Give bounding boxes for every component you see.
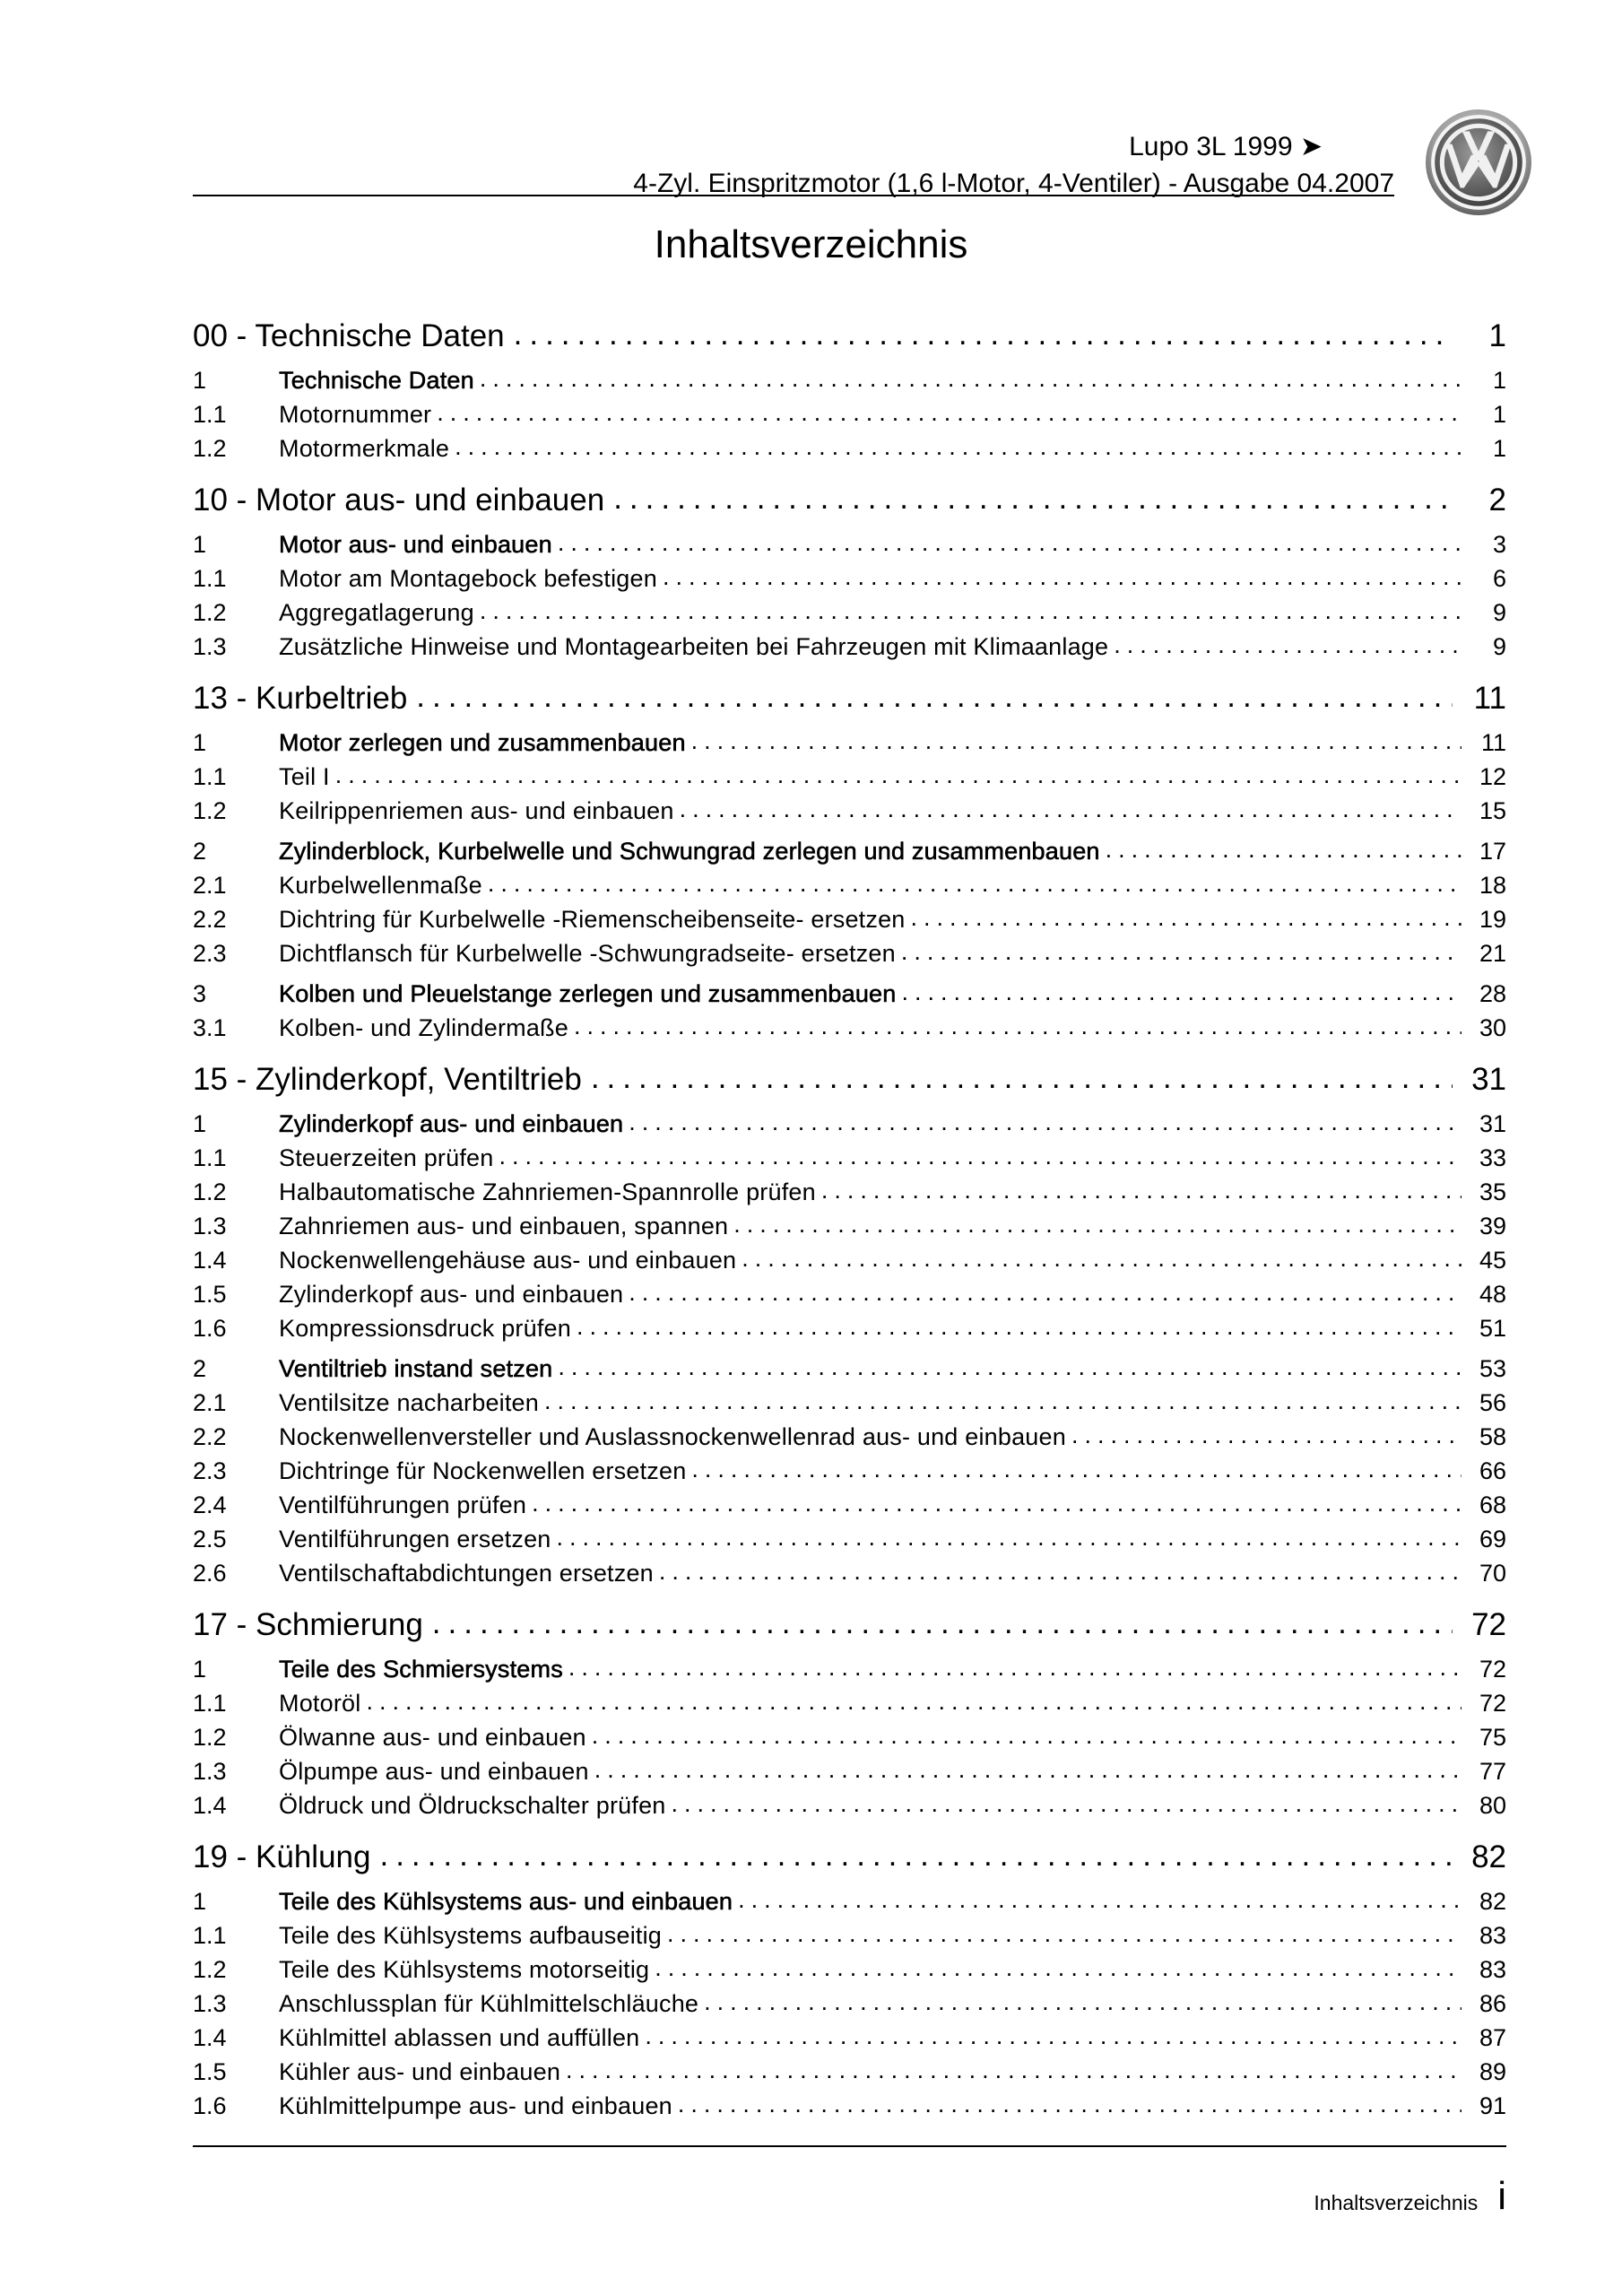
entry-number: 1.6	[193, 2092, 227, 2119]
entry-number: 1.1	[193, 401, 227, 428]
entry-number: 1.1	[193, 1922, 227, 1949]
chapter-page: 72	[1471, 1607, 1506, 1642]
toc-entry[interactable]	[193, 1683, 1506, 1718]
dot-leader	[558, 1353, 1462, 1383]
dot-leader	[480, 597, 1462, 627]
header-rule	[193, 195, 1394, 196]
toc-entry[interactable]	[193, 429, 1506, 463]
entry-page: 21	[1479, 940, 1506, 967]
entry-page: 75	[1479, 1724, 1506, 1751]
entry-page: 6	[1492, 565, 1506, 592]
toc-entry[interactable]	[193, 2018, 1506, 2052]
entry-label: Zylinderblock, Kurbelwelle und Schwungrad zerlegen und zusammenbauen	[279, 838, 1100, 865]
header-model: Lupo 3L 1999 ➤	[1129, 132, 1323, 161]
entry-number: 2	[193, 838, 207, 865]
entry-number: 1.3	[193, 1990, 227, 2017]
entry-number: 1.2	[193, 435, 227, 462]
page-title: Inhaltsverzeichnis	[654, 222, 968, 266]
entry-label: Teile des Schmiersystems	[279, 1656, 563, 1683]
entry-label: Teile des Kühlsystems aus- und einbauen	[279, 1888, 733, 1915]
dot-leader	[532, 1490, 1462, 1519]
toc-entry[interactable]	[193, 1349, 1506, 1383]
footer-label: Inhaltsverzeichnis	[1314, 2191, 1479, 2214]
dot-leader	[704, 1988, 1462, 2018]
toc-entry[interactable]	[193, 1104, 1506, 1138]
entry-number: 3.1	[193, 1014, 227, 1041]
dot-leader	[416, 679, 1453, 717]
toc-entry[interactable]	[193, 723, 1506, 757]
dot-leader	[678, 2091, 1462, 2120]
entry-number: 1.6	[193, 1315, 227, 1342]
toc-entry[interactable]	[193, 2086, 1506, 2120]
toc-entry[interactable]	[193, 1240, 1506, 1274]
entry-number: 2.5	[193, 1526, 227, 1552]
entry-number: 3	[193, 980, 207, 1007]
entry-label: Öldruck und Öldruckschalter prüfen	[279, 1792, 666, 1819]
entry-page: 77	[1479, 1758, 1506, 1785]
footer-rule	[193, 2145, 1506, 2147]
entry-number: 1.2	[193, 1956, 227, 1983]
entry-page: 11	[1480, 729, 1506, 756]
dot-leader	[566, 2057, 1462, 2086]
entry-number: 1.4	[193, 1247, 227, 1274]
entry-page: 70	[1479, 1560, 1506, 1587]
entry-page: 45	[1479, 1247, 1506, 1274]
entry-number: 1	[193, 729, 207, 756]
toc-entry[interactable]	[193, 361, 1506, 395]
toc-entry[interactable]	[193, 1984, 1506, 2018]
toc-entry[interactable]	[193, 1451, 1506, 1485]
dot-leader	[655, 1954, 1462, 1984]
toc-entry[interactable]	[193, 974, 1506, 1008]
dot-leader	[591, 1060, 1453, 1098]
dot-leader	[691, 727, 1462, 757]
entry-label: Motor am Montagebock befestigen	[279, 565, 657, 592]
entry-label: Zusätzliche Hinweise und Montagearbeiten bei Fahrzeugen mit Klimaanlage	[279, 633, 1109, 660]
toc-chapter[interactable]	[193, 672, 1506, 717]
header-subtitle: 4-Zyl. Einspritzmotor (1,6 l-Motor, 4-Ventiler) - Ausgabe 04.2007	[633, 169, 1394, 198]
entry-label: Teile des Kühlsystems motorseitig	[279, 1956, 650, 1983]
entry-label: Kompressionsdruck prüfen	[279, 1315, 571, 1342]
entry-number: 1.5	[193, 1281, 227, 1308]
entry-page: 82	[1479, 1888, 1506, 1915]
dot-leader	[1106, 836, 1462, 865]
toc-entry[interactable]	[193, 1274, 1506, 1309]
entry-number: 2.2	[193, 1423, 227, 1450]
dot-leader	[594, 1756, 1462, 1786]
toc-entry[interactable]	[193, 1417, 1506, 1451]
dot-leader	[335, 761, 1462, 791]
entry-number: 2.1	[193, 872, 227, 899]
entry-page: 15	[1479, 797, 1506, 824]
dot-leader	[742, 1245, 1462, 1274]
entry-number: 1	[193, 367, 207, 394]
dot-leader	[613, 481, 1453, 518]
vw-logo-icon	[1424, 108, 1533, 217]
toc-entry[interactable]	[193, 934, 1506, 968]
entry-label: Dichtringe für Nockenwellen ersetzen	[279, 1457, 687, 1484]
entry-page: 48	[1479, 1281, 1506, 1308]
chapter-label: 15 - Zylinderkopf, Ventiltrieb	[193, 1062, 582, 1097]
entry-label: Dichtring für Kurbelwelle -Riemenscheibenseite- ersetzen	[279, 906, 906, 933]
toc-entry[interactable]	[193, 1485, 1506, 1519]
chapter-page: 11	[1473, 681, 1506, 716]
entry-number: 1	[193, 1110, 207, 1137]
entry-page: 31	[1479, 1110, 1506, 1137]
entry-number: 1.2	[193, 797, 227, 824]
entry-page: 1	[1492, 435, 1506, 462]
table-of-contents	[193, 309, 1506, 2120]
entry-label: Ventilführungen ersetzen	[279, 1526, 551, 1552]
dot-leader	[733, 1211, 1462, 1240]
dot-leader	[629, 1109, 1462, 1138]
toc-entry[interactable]	[193, 1138, 1506, 1172]
entry-page: 19	[1479, 906, 1506, 933]
entry-label: Ventilführungen prüfen	[279, 1492, 527, 1518]
toc-entry[interactable]	[193, 1950, 1506, 1984]
entry-label: Motor aus- und einbauen	[279, 531, 552, 558]
dot-leader	[379, 1838, 1453, 1875]
toc-entry[interactable]	[193, 1206, 1506, 1240]
dot-leader	[592, 1722, 1462, 1752]
dot-leader	[455, 433, 1462, 463]
chapter-page: 2	[1488, 483, 1506, 517]
dot-leader	[1114, 631, 1462, 661]
entry-number: 1.2	[193, 599, 227, 626]
dot-leader	[499, 1143, 1462, 1172]
dot-leader	[557, 1524, 1462, 1553]
entry-page: 17	[1479, 838, 1506, 865]
entry-number: 1.2	[193, 1724, 227, 1751]
dot-leader	[366, 1688, 1462, 1718]
entry-number: 1	[193, 1888, 207, 1915]
toc-entry[interactable]	[193, 1916, 1506, 1950]
toc-entry[interactable]	[193, 1882, 1506, 1916]
toc-entry[interactable]	[193, 1172, 1506, 1206]
entry-label: Halbautomatische Zahnriemen-Spannrolle prüfen	[279, 1178, 816, 1205]
chapter-page: 82	[1471, 1839, 1506, 1874]
dot-leader	[738, 1886, 1462, 1916]
chapter-label: 00 - Technische Daten	[193, 318, 505, 353]
entry-number: 1.1	[193, 1690, 227, 1717]
dot-leader	[672, 1790, 1462, 1820]
toc-chapter[interactable]	[193, 309, 1506, 354]
entry-number: 2.6	[193, 1560, 227, 1587]
entry-page: 72	[1479, 1656, 1506, 1683]
entry-label: Keilrippenriemen aus- und einbauen	[279, 797, 674, 824]
entry-label: Teile des Kühlsystems aufbauseitig	[279, 1922, 663, 1949]
dot-leader	[911, 904, 1462, 934]
page-header	[193, 126, 1394, 196]
chapter-label: 10 - Motor aus- und einbauen	[193, 483, 605, 517]
entry-label: Kurbelwellenmaße	[279, 872, 482, 899]
toc-entry[interactable]	[193, 1309, 1506, 1343]
toc-entry[interactable]	[193, 1553, 1506, 1587]
dot-leader	[821, 1177, 1462, 1206]
dot-leader	[437, 399, 1462, 429]
dot-leader	[514, 317, 1453, 354]
entry-number: 2	[193, 1355, 207, 1382]
entry-page: 30	[1479, 1014, 1506, 1041]
entry-page: 87	[1479, 2024, 1506, 2051]
entry-page: 9	[1492, 633, 1506, 660]
chapter-page: 1	[1488, 318, 1506, 353]
entry-page: 1	[1492, 367, 1506, 394]
dot-leader	[629, 1279, 1462, 1309]
toc-entry[interactable]	[193, 831, 1506, 865]
entry-label: Motoröl	[279, 1690, 361, 1717]
toc-entry[interactable]	[193, 1519, 1506, 1553]
entry-page: 86	[1479, 1990, 1506, 2017]
entry-page: 68	[1479, 1492, 1506, 1518]
entry-label: Motor zerlegen und zusammenbauen	[279, 729, 686, 756]
entry-label: Zylinderkopf aus- und einbauen	[279, 1110, 624, 1137]
toc-entry[interactable]	[193, 1383, 1506, 1417]
entry-label: Anschlussplan für Kühlmittelschläuche	[279, 1990, 699, 2017]
entry-number: 1.3	[193, 633, 227, 660]
toc-entry[interactable]	[193, 395, 1506, 429]
entry-number: 1.3	[193, 1213, 227, 1239]
entry-label: Zylinderkopf aus- und einbauen	[279, 1281, 624, 1308]
entry-number: 2.3	[193, 940, 227, 967]
toc-entry[interactable]	[193, 593, 1506, 627]
entry-page: 51	[1479, 1315, 1506, 1342]
chapter-label: 13 - Kurbeltrieb	[193, 681, 408, 716]
entry-label: Motornummer	[279, 401, 432, 428]
dot-leader	[902, 978, 1462, 1008]
entry-number: 1.5	[193, 2058, 227, 2085]
toc-entry[interactable]	[193, 627, 1506, 661]
entry-page: 91	[1479, 2092, 1506, 2119]
entry-number: 1.1	[193, 1144, 227, 1171]
page-footer	[1314, 2174, 1506, 2219]
dot-leader	[577, 1313, 1462, 1343]
entry-page: 69	[1479, 1526, 1506, 1552]
entry-label: Ventiltrieb instand setzen	[279, 1355, 553, 1382]
entry-label: Ölpumpe aus- und einbauen	[279, 1758, 589, 1785]
dot-leader	[574, 1013, 1462, 1042]
dot-leader	[544, 1387, 1462, 1417]
entry-label: Teil I	[279, 763, 330, 790]
toc-entry[interactable]	[193, 791, 1506, 825]
chapter-label: 17 - Schmierung	[193, 1607, 423, 1642]
entry-page: 1	[1492, 401, 1506, 428]
entry-number: 1.4	[193, 2024, 227, 2051]
entry-number: 2.1	[193, 1389, 227, 1416]
entry-page: 12	[1479, 763, 1506, 790]
toc-entry[interactable]	[193, 1752, 1506, 1786]
toc-entry[interactable]	[193, 900, 1506, 934]
toc-chapter[interactable]	[193, 474, 1506, 518]
entry-label: Nockenwellengehäuse aus- und einbauen	[279, 1247, 737, 1274]
entry-page: 56	[1479, 1389, 1506, 1416]
toc-entry[interactable]	[193, 1786, 1506, 1820]
toc-chapter[interactable]	[193, 1831, 1506, 1875]
toc-chapter[interactable]	[193, 1053, 1506, 1098]
dot-leader	[432, 1605, 1453, 1643]
entry-label: Ölwanne aus- und einbauen	[279, 1724, 586, 1751]
toc-chapter[interactable]	[193, 1598, 1506, 1643]
entry-number: 1.2	[193, 1178, 227, 1205]
entry-label: Motormerkmale	[279, 435, 450, 462]
chapter-page: 31	[1471, 1062, 1506, 1097]
dot-leader	[1071, 1422, 1462, 1451]
entry-page: 35	[1479, 1178, 1506, 1205]
entry-label: Kolben- und Zylindermaße	[279, 1014, 568, 1041]
entry-number: 1.3	[193, 1758, 227, 1785]
chapter-label: 19 - Kühlung	[193, 1839, 371, 1874]
entry-page: 83	[1479, 1956, 1506, 1983]
toc-entry[interactable]	[193, 1649, 1506, 1683]
dot-leader	[645, 2022, 1462, 2052]
toc-entry[interactable]	[193, 559, 1506, 593]
entry-label: Aggregatlagerung	[279, 599, 474, 626]
entry-number: 1.1	[193, 565, 227, 592]
toc-entry[interactable]	[193, 757, 1506, 791]
dot-leader	[568, 1654, 1462, 1683]
entry-number: 2.4	[193, 1492, 227, 1518]
entry-page: 83	[1479, 1922, 1506, 1949]
entry-page: 89	[1479, 2058, 1506, 2085]
dot-leader	[667, 1920, 1462, 1950]
toc-entry[interactable]	[193, 1008, 1506, 1042]
dot-leader	[901, 938, 1462, 968]
entry-page: 33	[1479, 1144, 1506, 1171]
entry-number: 1	[193, 531, 207, 558]
footer-page-number: i	[1497, 2174, 1506, 2218]
entry-label: Kolben und Pleuelstange zerlegen und zusammenbauen	[279, 980, 897, 1007]
entry-label: Kühlmittel ablassen und auffüllen	[279, 2024, 640, 2051]
entry-label: Dichtflansch für Kurbelwelle -Schwungradseite- ersetzen	[279, 940, 896, 967]
entry-number: 1	[193, 1656, 207, 1683]
dot-leader	[558, 529, 1462, 559]
toc-entry[interactable]	[193, 865, 1506, 900]
entry-page: 80	[1479, 1792, 1506, 1819]
entry-page: 28	[1479, 980, 1506, 1007]
entry-number: 1.1	[193, 763, 227, 790]
entry-page: 66	[1479, 1457, 1506, 1484]
entry-label: Kühler aus- und einbauen	[279, 2058, 561, 2085]
entry-page: 72	[1479, 1690, 1506, 1717]
dot-leader	[680, 796, 1462, 825]
entry-label: Steuerzeiten prüfen	[279, 1144, 494, 1171]
entry-label: Zahnriemen aus- und einbauen, spannen	[279, 1213, 729, 1239]
entry-page: 9	[1492, 599, 1506, 626]
dot-leader	[488, 870, 1462, 900]
dot-leader	[663, 563, 1462, 593]
toc-entry[interactable]	[193, 2052, 1506, 2086]
entry-page: 3	[1492, 531, 1506, 558]
dot-leader	[480, 365, 1462, 395]
entry-number: 1.4	[193, 1792, 227, 1819]
dot-leader	[659, 1558, 1462, 1587]
entry-page: 58	[1479, 1423, 1506, 1450]
entry-label: Technische Daten	[279, 367, 474, 394]
dot-leader	[691, 1456, 1462, 1485]
entry-label: Ventilsitze nacharbeiten	[279, 1389, 539, 1416]
toc-entry[interactable]	[193, 1718, 1506, 1752]
entry-page: 53	[1479, 1355, 1506, 1382]
entry-number: 2.3	[193, 1457, 227, 1484]
entry-number: 2.2	[193, 906, 227, 933]
entry-label: Kühlmittelpumpe aus- und einbauen	[279, 2092, 672, 2119]
toc-entry[interactable]	[193, 525, 1506, 559]
entry-label: Nockenwellenversteller und Auslassnockenwellenrad aus- und einbauen	[279, 1423, 1066, 1450]
entry-page: 39	[1479, 1213, 1506, 1239]
entry-page: 18	[1479, 872, 1506, 899]
entry-label: Ventilschaftabdichtungen ersetzen	[279, 1560, 654, 1587]
